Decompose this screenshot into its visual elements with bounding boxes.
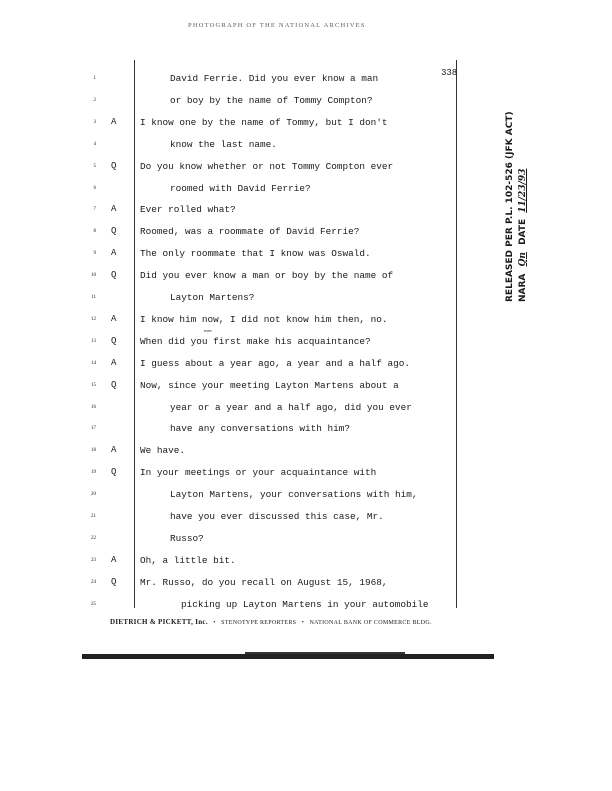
transcript-line <box>0 510 470 523</box>
line-text: I know him now, I did not know him then, no. <box>140 313 388 325</box>
transcript-line <box>0 94 470 107</box>
stamp-date-label: DATE <box>518 218 528 245</box>
line-text: Now, since your meeting Layton Martens about a <box>140 379 399 391</box>
transcript-line <box>0 225 470 238</box>
line-number: 16 <box>91 404 96 410</box>
reporter-footer <box>110 618 432 626</box>
line-text: In your meetings or your acquaintance with <box>140 467 377 479</box>
line-text: know the last name. <box>170 138 277 150</box>
transcript-line <box>0 269 470 282</box>
line-number: 8 <box>93 229 96 235</box>
handwritten-annotation: ever <box>204 328 212 333</box>
line-text: I know one by the name of Tommy, but I don't <box>140 116 388 128</box>
line-number: 17 <box>91 426 96 432</box>
transcript-line <box>0 379 470 392</box>
line-number: 9 <box>93 251 96 257</box>
line-text: I guess about a year ago, a year and a half ago. <box>140 357 411 369</box>
speaker-label: A <box>111 554 117 565</box>
speaker-label: Q <box>111 160 117 171</box>
line-text: David Ferrie. Did you ever know a man <box>170 73 379 84</box>
line-number: 7 <box>93 207 96 213</box>
line-number: 18 <box>91 448 96 454</box>
speaker-label: Q <box>111 335 117 346</box>
speaker-label: Q <box>111 270 117 281</box>
line-number: 23 <box>91 557 96 563</box>
line-text: Ever rolled what? <box>140 204 236 216</box>
transcript-line <box>0 444 470 457</box>
line-number: 15 <box>91 382 96 388</box>
transcript-line <box>0 554 470 567</box>
transcript-line <box>0 138 470 151</box>
transcript-line <box>0 247 470 260</box>
line-number: 11 <box>91 295 96 300</box>
speaker-label: A <box>111 248 117 259</box>
line-number: 20 <box>91 492 96 498</box>
line-text: When did you first make his acquaintance? <box>140 335 371 347</box>
footer-bullet-2: • <box>298 620 308 626</box>
page-number: 338 <box>441 68 458 78</box>
line-number: 5 <box>93 163 96 169</box>
line-number: 3 <box>93 119 96 125</box>
line-number: 24 <box>91 579 96 585</box>
line-number: 10 <box>91 273 96 279</box>
transcript-line <box>0 182 470 195</box>
archive-header: PHOTOGRAPH OF THE NATIONAL ARCHIVES <box>188 22 366 29</box>
line-text: roomed with David Ferrie? <box>170 182 311 194</box>
release-stamp <box>505 111 565 302</box>
line-text: or boy by the name of Tommy Compton? <box>170 94 373 106</box>
footer-bullet-1: • <box>209 620 220 626</box>
stamp-date: 11/23/93 <box>518 168 528 213</box>
line-number: 13 <box>91 338 96 344</box>
line-number: 21 <box>91 514 96 519</box>
stamp-nara-label: NARA <box>518 273 528 302</box>
scan-band <box>82 654 494 659</box>
line-text: picking up Layton Martens in your automobile <box>181 598 429 610</box>
line-number: 19 <box>91 470 96 476</box>
line-text: We have. <box>140 445 186 457</box>
stamp-line-1: RELEASED PER P.L. 102-526 (JFK ACT) <box>505 111 515 302</box>
transcript-line <box>0 357 470 370</box>
line-text: Roomed, was a roommate of David Ferrie? <box>140 226 360 238</box>
line-number: 22 <box>91 535 96 541</box>
line-text: The only roommate that I know was Oswald. <box>140 248 371 260</box>
line-number: 25 <box>91 601 96 607</box>
line-text: Mr. Russo, do you recall on August 15, 1968, <box>140 576 388 588</box>
transcript-line <box>0 116 470 129</box>
stamp-initials: Qn <box>518 252 528 267</box>
line-number: 2 <box>93 97 96 103</box>
transcript-line <box>0 313 470 326</box>
reporters-label: STENOTYPE REPORTERS <box>221 620 297 626</box>
line-number: 14 <box>91 360 96 366</box>
line-text: Oh, a little bit. <box>140 554 236 566</box>
speaker-label: A <box>111 445 117 456</box>
speaker-label: A <box>111 313 117 324</box>
line-text: have you ever discussed this case, Mr. <box>170 511 384 522</box>
transcript-line <box>0 291 470 304</box>
speaker-label: A <box>111 116 117 127</box>
speaker-label: Q <box>111 576 117 587</box>
stamp-line-2 <box>518 169 528 302</box>
speaker-label: Q <box>111 379 117 390</box>
transcript-line <box>0 576 470 589</box>
speaker-label: Q <box>111 226 117 237</box>
line-text: Russo? <box>170 532 204 544</box>
line-text: Did you ever know a man or boy by the name of <box>140 270 394 282</box>
line-text: Layton Martens? <box>170 292 255 303</box>
line-number: 12 <box>91 316 96 322</box>
transcript-line <box>0 401 470 414</box>
speaker-label: Q <box>111 467 117 478</box>
speaker-label: A <box>111 204 117 215</box>
transcript-line <box>0 532 470 545</box>
line-text: Layton Martens, your conversations with him, <box>170 489 418 501</box>
line-number: 4 <box>93 141 96 147</box>
transcript-line <box>0 72 470 85</box>
transcript-line <box>0 598 470 611</box>
line-text: Do you know whether or not Tommy Compton ever <box>140 160 394 172</box>
line-text: have any conversations with him? <box>170 423 351 435</box>
transcript-line <box>0 160 470 173</box>
transcript-line <box>0 488 470 501</box>
firm-name: DIETRICH & PICKETT, Inc. <box>110 618 208 626</box>
transcript-line <box>0 335 470 348</box>
transcript-line <box>0 203 470 216</box>
line-text: year or a year and a half ago, did you ever <box>170 401 412 413</box>
address-label: NATIONAL BANK OF COMMERCE BLDG. <box>309 620 432 626</box>
speaker-label: A <box>111 357 117 368</box>
transcript-line <box>0 466 470 479</box>
line-number: 1 <box>93 76 96 81</box>
line-number: 6 <box>93 185 96 191</box>
transcript-line <box>0 422 470 435</box>
